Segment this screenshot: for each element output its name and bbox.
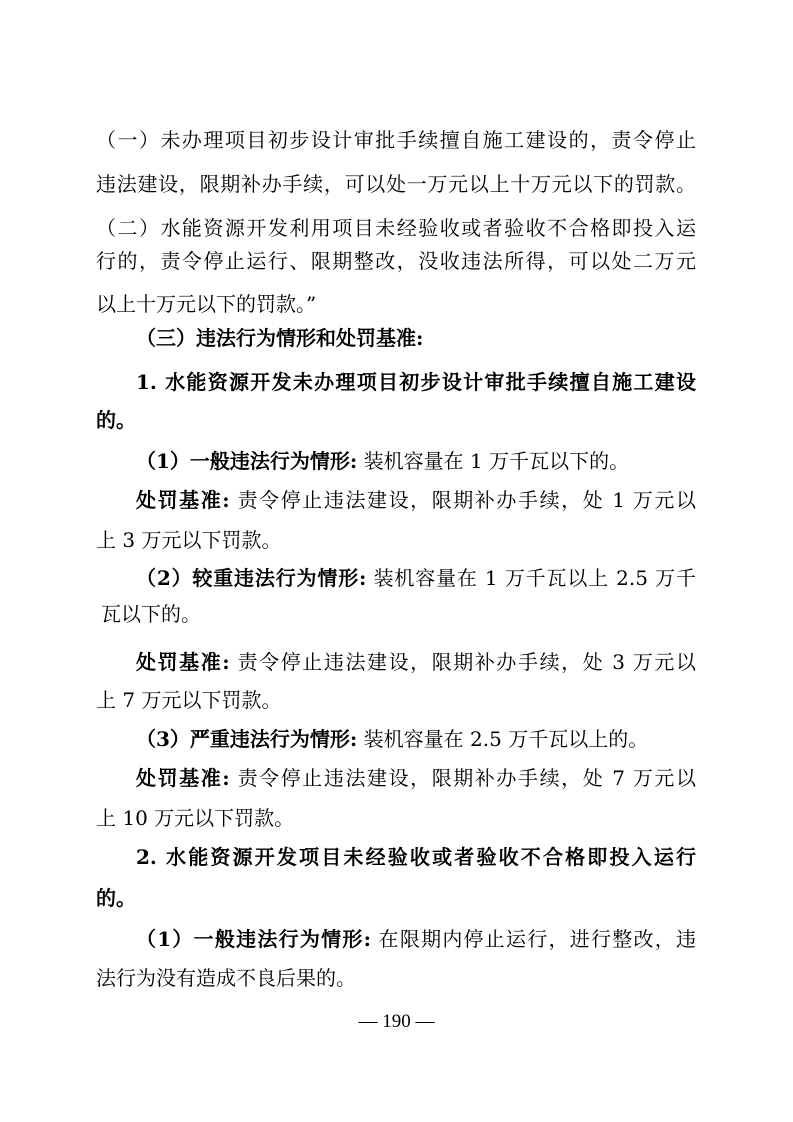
item-title: 1. 水能资源开发未办理项目初步设计审批手续擅自施工建设 [136,370,696,394]
penalty-standard [136,766,696,790]
penalty-text: 上 10 万元以下罚款。 [96,806,295,830]
violation-case [136,449,629,473]
case-text: 装机容量在 1 万千瓦以上 2.5 万千 [366,566,696,590]
violation-case [136,927,696,951]
penalty-text: 上 7 万元以下罚款。 [96,688,282,712]
penalty-text: 责令停止违法建设，限期补办手续，处 7 万元以 [229,766,697,790]
case-text: 装机容量在 1 万千瓦以下的。 [357,449,630,473]
case-text: 法行为没有造成不良后果的。 [96,966,356,990]
case-text: 装机容量在 2.5 万千瓦以上的。 [357,727,649,751]
quote-line: 违法建设，限期补办手续，可以处一万元以上十万元以下的罚款。 [96,172,696,196]
page-number: — 190 — [358,1011,435,1032]
case-label: （1）一般违法行为情形: [136,449,358,473]
item-title: 的。 [96,886,136,910]
violation-case [136,727,648,751]
case-text: 瓦以下的。 [101,602,201,626]
quote-line: 行的，责令停止运行、限期整改，没收违法所得，可以处二万元 [96,249,696,273]
case-label: （3）严重违法行为情形: [136,727,358,751]
penalty-label: 处罚基准: [136,488,230,512]
penalty-text: 责令停止违法建设，限期补办手续，处 3 万元以 [229,650,697,674]
quote-line: （一）未办理项目初步设计审批手续擅自施工建设的，责令停止 [96,128,696,152]
penalty-standard [136,488,696,512]
section-heading: （三）违法行为情形和处罚基准: [136,326,424,350]
quote-line: 以上十万元以下的罚款。” [96,292,317,316]
item-title: 2. 水能资源开发项目未经验收或者验收不合格即投入运行 [136,845,696,869]
case-label: （1）一般违法行为情形: [136,927,371,951]
case-text: 在限期内停止运行，进行整改，违 [370,927,696,951]
penalty-text: 上 3 万元以下罚款。 [96,528,282,552]
penalty-label: 处罚基准: [136,650,230,674]
item-title: 的。 [96,408,136,432]
penalty-standard [136,650,696,674]
penalty-text: 责令停止违法建设，限期补办手续，处 1 万元以 [229,488,697,512]
penalty-label: 处罚基准: [136,766,230,790]
case-label: （2）较重违法行为情形: [136,566,367,590]
quote-line: （二）水能资源开发利用项目未经验收或者验收不合格即投入运 [96,216,696,240]
violation-case [136,566,696,590]
